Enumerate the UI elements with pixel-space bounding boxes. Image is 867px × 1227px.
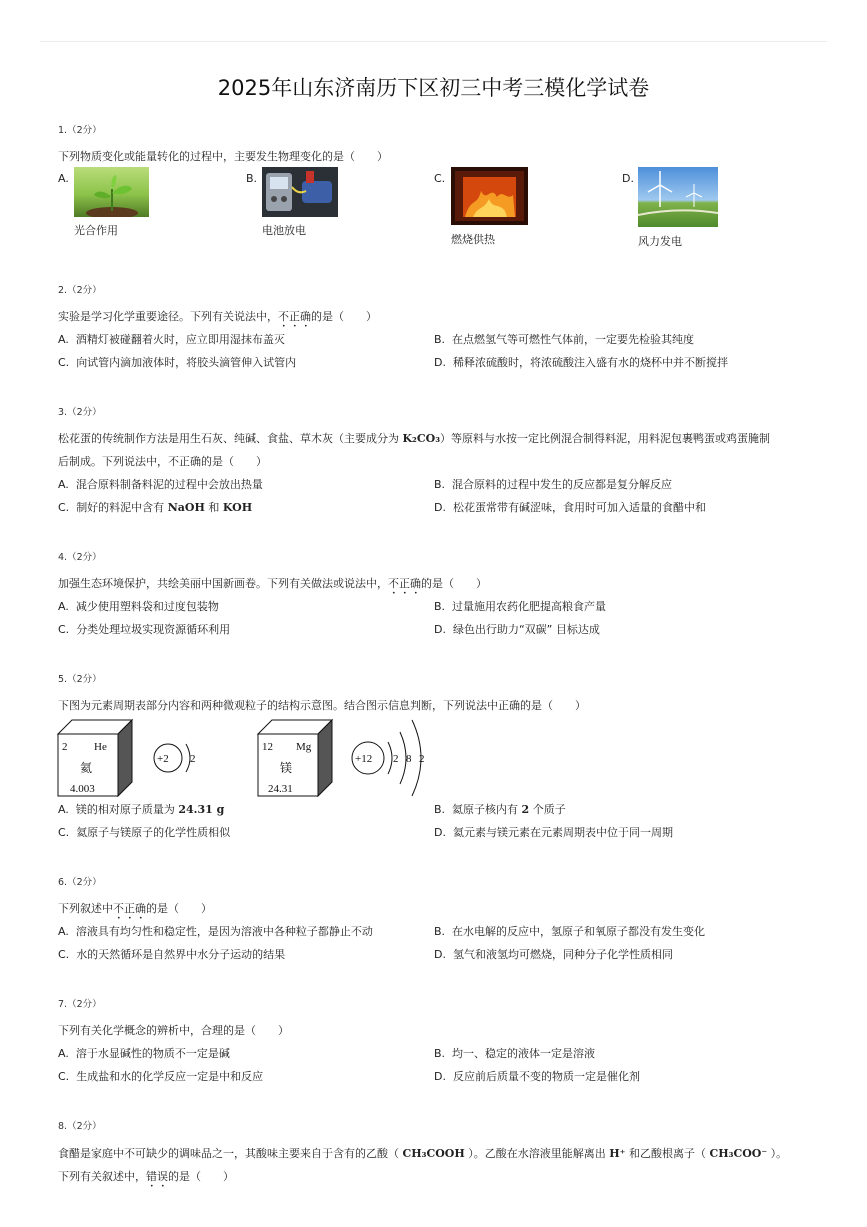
option-d: D. 稀释浓硫酸时，将浓硫酸注入盛有水的烧杯中并不断搅拌	[434, 356, 728, 369]
emphasis-text: 不正确	[113, 902, 146, 915]
chemical-formula: CH₃COOH	[402, 1147, 465, 1160]
option-caption: 电池放电	[262, 224, 306, 237]
question-7-stem: 下列有关化学概念的辨析中，合理的是（ ）	[58, 1024, 289, 1037]
chemical-formula: H⁺	[609, 1147, 626, 1160]
question-score: （2分）	[67, 552, 102, 563]
question-1-stem: 下列物质变化或能量转化的过程中，主要发生物理变化的是（ ）	[58, 150, 388, 163]
chemical-formula: K₂CO₃	[402, 432, 441, 445]
option-c: C. 水的天然循环是自然界中水分子运动的结果	[58, 948, 286, 961]
option-b: B. 在点燃氢气等可燃性气体前，一定要先检验其纯度	[434, 333, 695, 346]
option-caption: 风力发电	[638, 235, 682, 248]
option-d: D. 氢气和液氢均可燃烧，同种分子化学性质相同	[434, 948, 673, 961]
nucleus-charge: +12	[355, 753, 373, 765]
option-a: A. 溶于水显碱性的物质不一定是碱	[58, 1047, 230, 1060]
question-number: 1.	[58, 125, 68, 136]
nucleus-charge: +2	[157, 753, 169, 765]
magnesium-element-cell	[258, 720, 332, 796]
option-b: B. 氦原子核内有 2 个质子	[434, 803, 566, 816]
stem-text: 的是（ ）	[311, 310, 377, 323]
electron-shell: 2	[419, 753, 425, 765]
option-c: C. 分类处理垃圾实现资源循环利用	[58, 623, 231, 636]
question-6-header	[58, 874, 102, 888]
question-number: 6.	[58, 877, 68, 888]
magnesium-atom-structure	[352, 720, 425, 796]
option-a: A. 镁的相对原子质量为 24.31 g	[58, 803, 225, 816]
formula-text: 2	[521, 803, 530, 816]
formula-text: 24.31 g	[178, 803, 225, 816]
question-8-stem-line1: 食醋是家庭中不可缺少的调味品之一，其酸味主要来自于含有的乙酸（ CH₃COOH ）。乙酸在水溶液里能解离出 H⁺ 和乙酸根离子（ CH₃COO⁻ ）。	[58, 1147, 788, 1160]
helium-element-cell	[58, 720, 132, 796]
question-number: 8.	[58, 1121, 68, 1132]
top-divider	[40, 41, 827, 42]
emphasis-text: 不正确	[388, 577, 421, 590]
question-1-header	[58, 122, 102, 136]
chemical-formula: KOH	[222, 501, 253, 514]
question-7-header	[58, 996, 102, 1010]
option-d: D. 反应前后质量不变的物质一定是催化剂	[434, 1070, 640, 1083]
element-name: 镁	[280, 761, 293, 775]
question-number: 3.	[58, 407, 68, 418]
question-score: （2分）	[67, 877, 102, 888]
question-4-stem: 加强生态环境保护，共绘美丽中国新画卷。下列有关做法或说法中，不正确的是（ ）	[58, 577, 487, 590]
atomic-mass: 24.31	[268, 783, 293, 795]
question-score: （2分）	[67, 125, 102, 136]
element-name: 氦	[80, 761, 93, 775]
atomic-number: 2	[62, 741, 68, 753]
atomic-mass: 4.003	[70, 783, 95, 795]
option-letter: B.	[246, 172, 258, 185]
question-8-header	[58, 1118, 102, 1132]
stem-text: 实验是学习化学重要途径。下列有关说法中，	[58, 310, 278, 323]
battery-device-photo-icon	[262, 167, 338, 217]
question-score: （2分）	[67, 407, 102, 418]
question-number: 4.	[58, 552, 68, 563]
option-d: D. 绿色出行助力“双碳” 目标达成	[434, 623, 600, 636]
furnace-fire-photo-icon	[451, 167, 528, 225]
plant-sprout-photo-icon	[74, 167, 149, 217]
question-2-stem	[58, 308, 377, 330]
periodic-table-and-atom-diagram	[56, 716, 436, 800]
question-5-header	[58, 671, 102, 685]
option-a: A. 混合原料制备料泥的过程中会放出热量	[58, 478, 263, 491]
option-caption: 光合作用	[74, 224, 118, 237]
option-b: B. 在水电解的反应中，氢原子和氧原子都没有发生变化	[434, 925, 706, 938]
chemical-formula: NaOH	[167, 501, 205, 514]
question-4-header	[58, 549, 102, 563]
question-score: （2分）	[67, 999, 102, 1010]
question-6-stem: 下列叙述中不正确的是（ ）	[58, 902, 212, 915]
question-number: 2.	[58, 285, 68, 296]
electron-shell: 8	[406, 753, 412, 765]
option-c: C. 氦原子与镁原子的化学性质相似	[58, 826, 231, 839]
option-d: D. 松花蛋常带有碱涩味，食用时可加入适量的食醋中和	[434, 501, 706, 514]
electron-shell: 2	[190, 753, 196, 765]
question-number: 5.	[58, 674, 68, 685]
option-a: A. 溶液具有均匀性和稳定性，是因为溶液中各种粒子都静止不动	[58, 925, 373, 938]
option-b: B. 混合原料的过程中发生的反应都是复分解反应	[434, 478, 673, 491]
option-caption: 燃烧供热	[451, 233, 495, 246]
atomic-number: 12	[262, 741, 273, 753]
question-score: （2分）	[67, 1121, 102, 1132]
option-letter: C.	[434, 172, 446, 185]
question-2-header	[58, 282, 102, 296]
option-letter: A.	[58, 172, 69, 185]
wind-turbine-photo-icon	[638, 167, 718, 227]
option-b: B. 过量施用农药化肥提高粮食产量	[434, 600, 607, 613]
option-a: A. 减少使用塑料袋和过度包装物	[58, 600, 219, 613]
chemical-formula: CH₃COO⁻	[709, 1147, 768, 1160]
option-d: D. 氦元素与镁元素在元素周期表中位于同一周期	[434, 826, 673, 839]
electron-shell: 2	[393, 753, 399, 765]
question-score: （2分）	[67, 285, 102, 296]
question-3-header	[58, 404, 102, 418]
question-3-stem-line1: 松花蛋的传统制作方法是用生石灰、纯碱、食盐、草木灰（主要成分为 K₂CO₃）等原料与水按一定比例混合制得料泥，用料泥包裹鸭蛋或鸡蛋腌制	[58, 432, 771, 445]
option-letter: D.	[622, 172, 634, 185]
question-5-stem: 下图为元素周期表部分内容和两种微观粒子的结构示意图。结合图示信息判断，下列说法中正确的是（ ）	[58, 699, 586, 712]
emphasis-text: 不正确	[278, 310, 311, 323]
option-a: A. 酒精灯被碰翻着火时，应立即用湿抹布盖灭	[58, 333, 285, 346]
helium-atom-structure	[154, 744, 196, 772]
option-c: C. 生成盐和水的化学反应一定是中和反应	[58, 1070, 264, 1083]
element-symbol: He	[94, 741, 107, 753]
page-title: 2025年山东济南历下区初三中考三模化学试卷	[217, 76, 650, 100]
question-3-stem-line2: 后制成。下列说法中，不正确的是（ ）	[58, 455, 267, 468]
option-c: C. 向试管内滴加液体时，将胶头滴管伸入试管内	[58, 356, 297, 369]
element-symbol: Mg	[296, 741, 312, 753]
question-number: 7.	[58, 999, 68, 1010]
question-8-stem-line2: 下列有关叙述中，错误的是（ ）	[58, 1170, 234, 1183]
question-score: （2分）	[67, 674, 102, 685]
emphasis-text: 错误	[146, 1170, 168, 1183]
option-b: B. 均一、稳定的液体一定是溶液	[434, 1047, 596, 1060]
option-c: C. 制好的料泥中含有 NaOH 和 KOH	[58, 501, 253, 514]
